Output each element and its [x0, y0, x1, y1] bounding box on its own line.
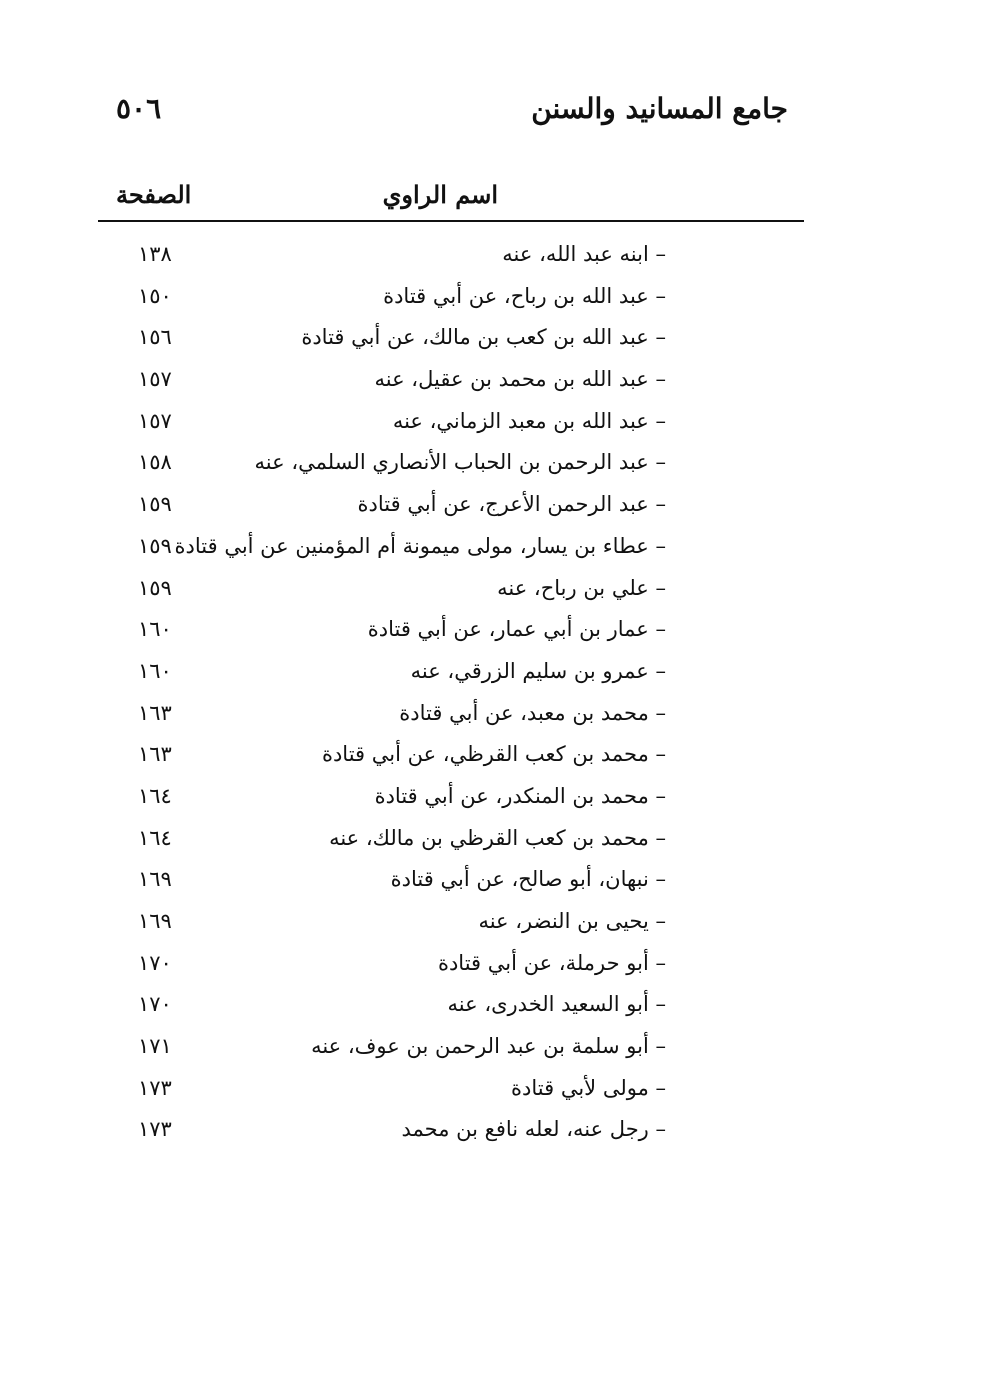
narrator-name: – مولى لأبي قتادة — [511, 1075, 666, 1100]
row-page-number: ١٦٤ — [138, 783, 172, 808]
row-page-number: ١٥٧ — [138, 408, 172, 433]
narrator-name: – محمد بن كعب القرظي، عن أبي قتادة — [321, 742, 666, 767]
row-page-number: ١٧٠ — [138, 992, 172, 1017]
row-page-number: ١٥٩ — [138, 533, 172, 558]
row-page-number: ١٣٨ — [138, 242, 172, 266]
index-row — [98, 444, 804, 486]
narrator-column-header: اسم الراوي — [382, 180, 498, 209]
narrator-index-list — [98, 236, 804, 1153]
row-page-number: ١٧٠ — [138, 950, 172, 975]
row-page-number: ١٦٠ — [138, 617, 172, 642]
index-row — [98, 653, 804, 695]
index-row — [98, 736, 804, 778]
page-column-header: الصفحة — [116, 180, 192, 209]
row-page-number: ١٥٦ — [138, 325, 172, 350]
index-row — [98, 861, 804, 903]
row-page-number: ١٥٩ — [138, 492, 172, 517]
narrator-name: – علي بن رباح، عنه — [497, 575, 666, 600]
narrator-name: – أبو السعيد الخدرى، عنه — [447, 992, 666, 1017]
narrator-name: – محمد بن المنكدر، عن أبي قتادة — [374, 783, 666, 808]
narrator-name: – أبو سلمة بن عبد الرحمن بن عوف، عنه — [311, 1034, 666, 1059]
index-row — [98, 1028, 804, 1070]
row-page-number: ١٦٠ — [138, 658, 172, 683]
row-page-number: ١٧٣ — [138, 1075, 172, 1100]
running-head — [0, 92, 984, 138]
narrator-name: – عطاء بن يسار، مولى ميمونة أم المؤمنين عن أبي قتادة — [174, 533, 666, 558]
narrator-name: – عمار بن أبي عمار، عن أبي قتادة — [367, 617, 666, 642]
index-row — [98, 361, 804, 403]
index-row — [98, 778, 804, 820]
table-header — [98, 176, 804, 222]
narrator-name: – يحيى بن النضر، عنه — [478, 909, 666, 933]
narrator-name: – محمد بن معبد، عن أبي قتادة — [399, 700, 666, 725]
narrator-name: – عبد الله بن معبد الزماني، عنه — [392, 408, 666, 433]
narrator-name: – رجل عنه، لعله نافع بن محمد — [401, 1117, 666, 1142]
index-row — [98, 1070, 804, 1112]
narrator-name: – عمرو بن سليم الزرقي، عنه — [410, 658, 666, 683]
row-page-number: ١٥٩ — [138, 575, 172, 600]
narrator-name: – نبهان، أبو صالح، عن أبي قتادة — [390, 867, 666, 892]
narrator-name: – عبد الله بن كعب بن مالك، عن أبي قتادة — [301, 325, 666, 350]
index-row — [98, 903, 804, 945]
page-number: ٥٠٦ — [116, 92, 162, 125]
index-row — [98, 695, 804, 737]
index-row — [98, 528, 804, 570]
narrator-name: – عبد الرحمن بن الحباب الأنصاري السلمي، عنه — [254, 450, 666, 475]
row-page-number: ١٥٧ — [138, 367, 172, 392]
index-row — [98, 278, 804, 320]
row-page-number: ١٧١ — [138, 1034, 172, 1059]
narrator-name: – عبد الرحمن الأعرج، عن أبي قتادة — [357, 492, 666, 517]
index-row — [98, 236, 804, 278]
narrator-name: – أبو حرملة، عن أبي قتادة — [437, 950, 666, 975]
narrator-name: – محمد بن كعب القرظي بن مالك، عنه — [329, 825, 666, 850]
index-row — [98, 319, 804, 361]
index-row — [98, 486, 804, 528]
index-row — [98, 820, 804, 862]
row-page-number: ١٥٠ — [138, 283, 172, 308]
row-page-number: ١٦٣ — [138, 742, 172, 767]
index-row — [98, 986, 804, 1028]
narrator-name: – عبد الله بن محمد بن عقيل، عنه — [374, 367, 666, 392]
index-row — [98, 611, 804, 653]
index-row — [98, 403, 804, 445]
row-page-number: ١٦٣ — [138, 700, 172, 725]
row-page-number: ١٥٨ — [138, 450, 172, 475]
row-page-number: ١٦٩ — [138, 867, 172, 892]
narrator-name: – ابنه عبد الله، عنه — [502, 242, 666, 266]
row-page-number: ١٦٤ — [138, 825, 172, 850]
row-page-number: ١٦٩ — [138, 909, 172, 933]
index-row — [98, 1111, 804, 1153]
index-row — [98, 570, 804, 612]
row-page-number: ١٧٣ — [138, 1117, 172, 1142]
narrator-name: – عبد الله بن رباح، عن أبي قتادة — [383, 283, 666, 308]
index-row — [98, 945, 804, 987]
book-title: جامع المسانيد والسنن — [531, 92, 788, 125]
